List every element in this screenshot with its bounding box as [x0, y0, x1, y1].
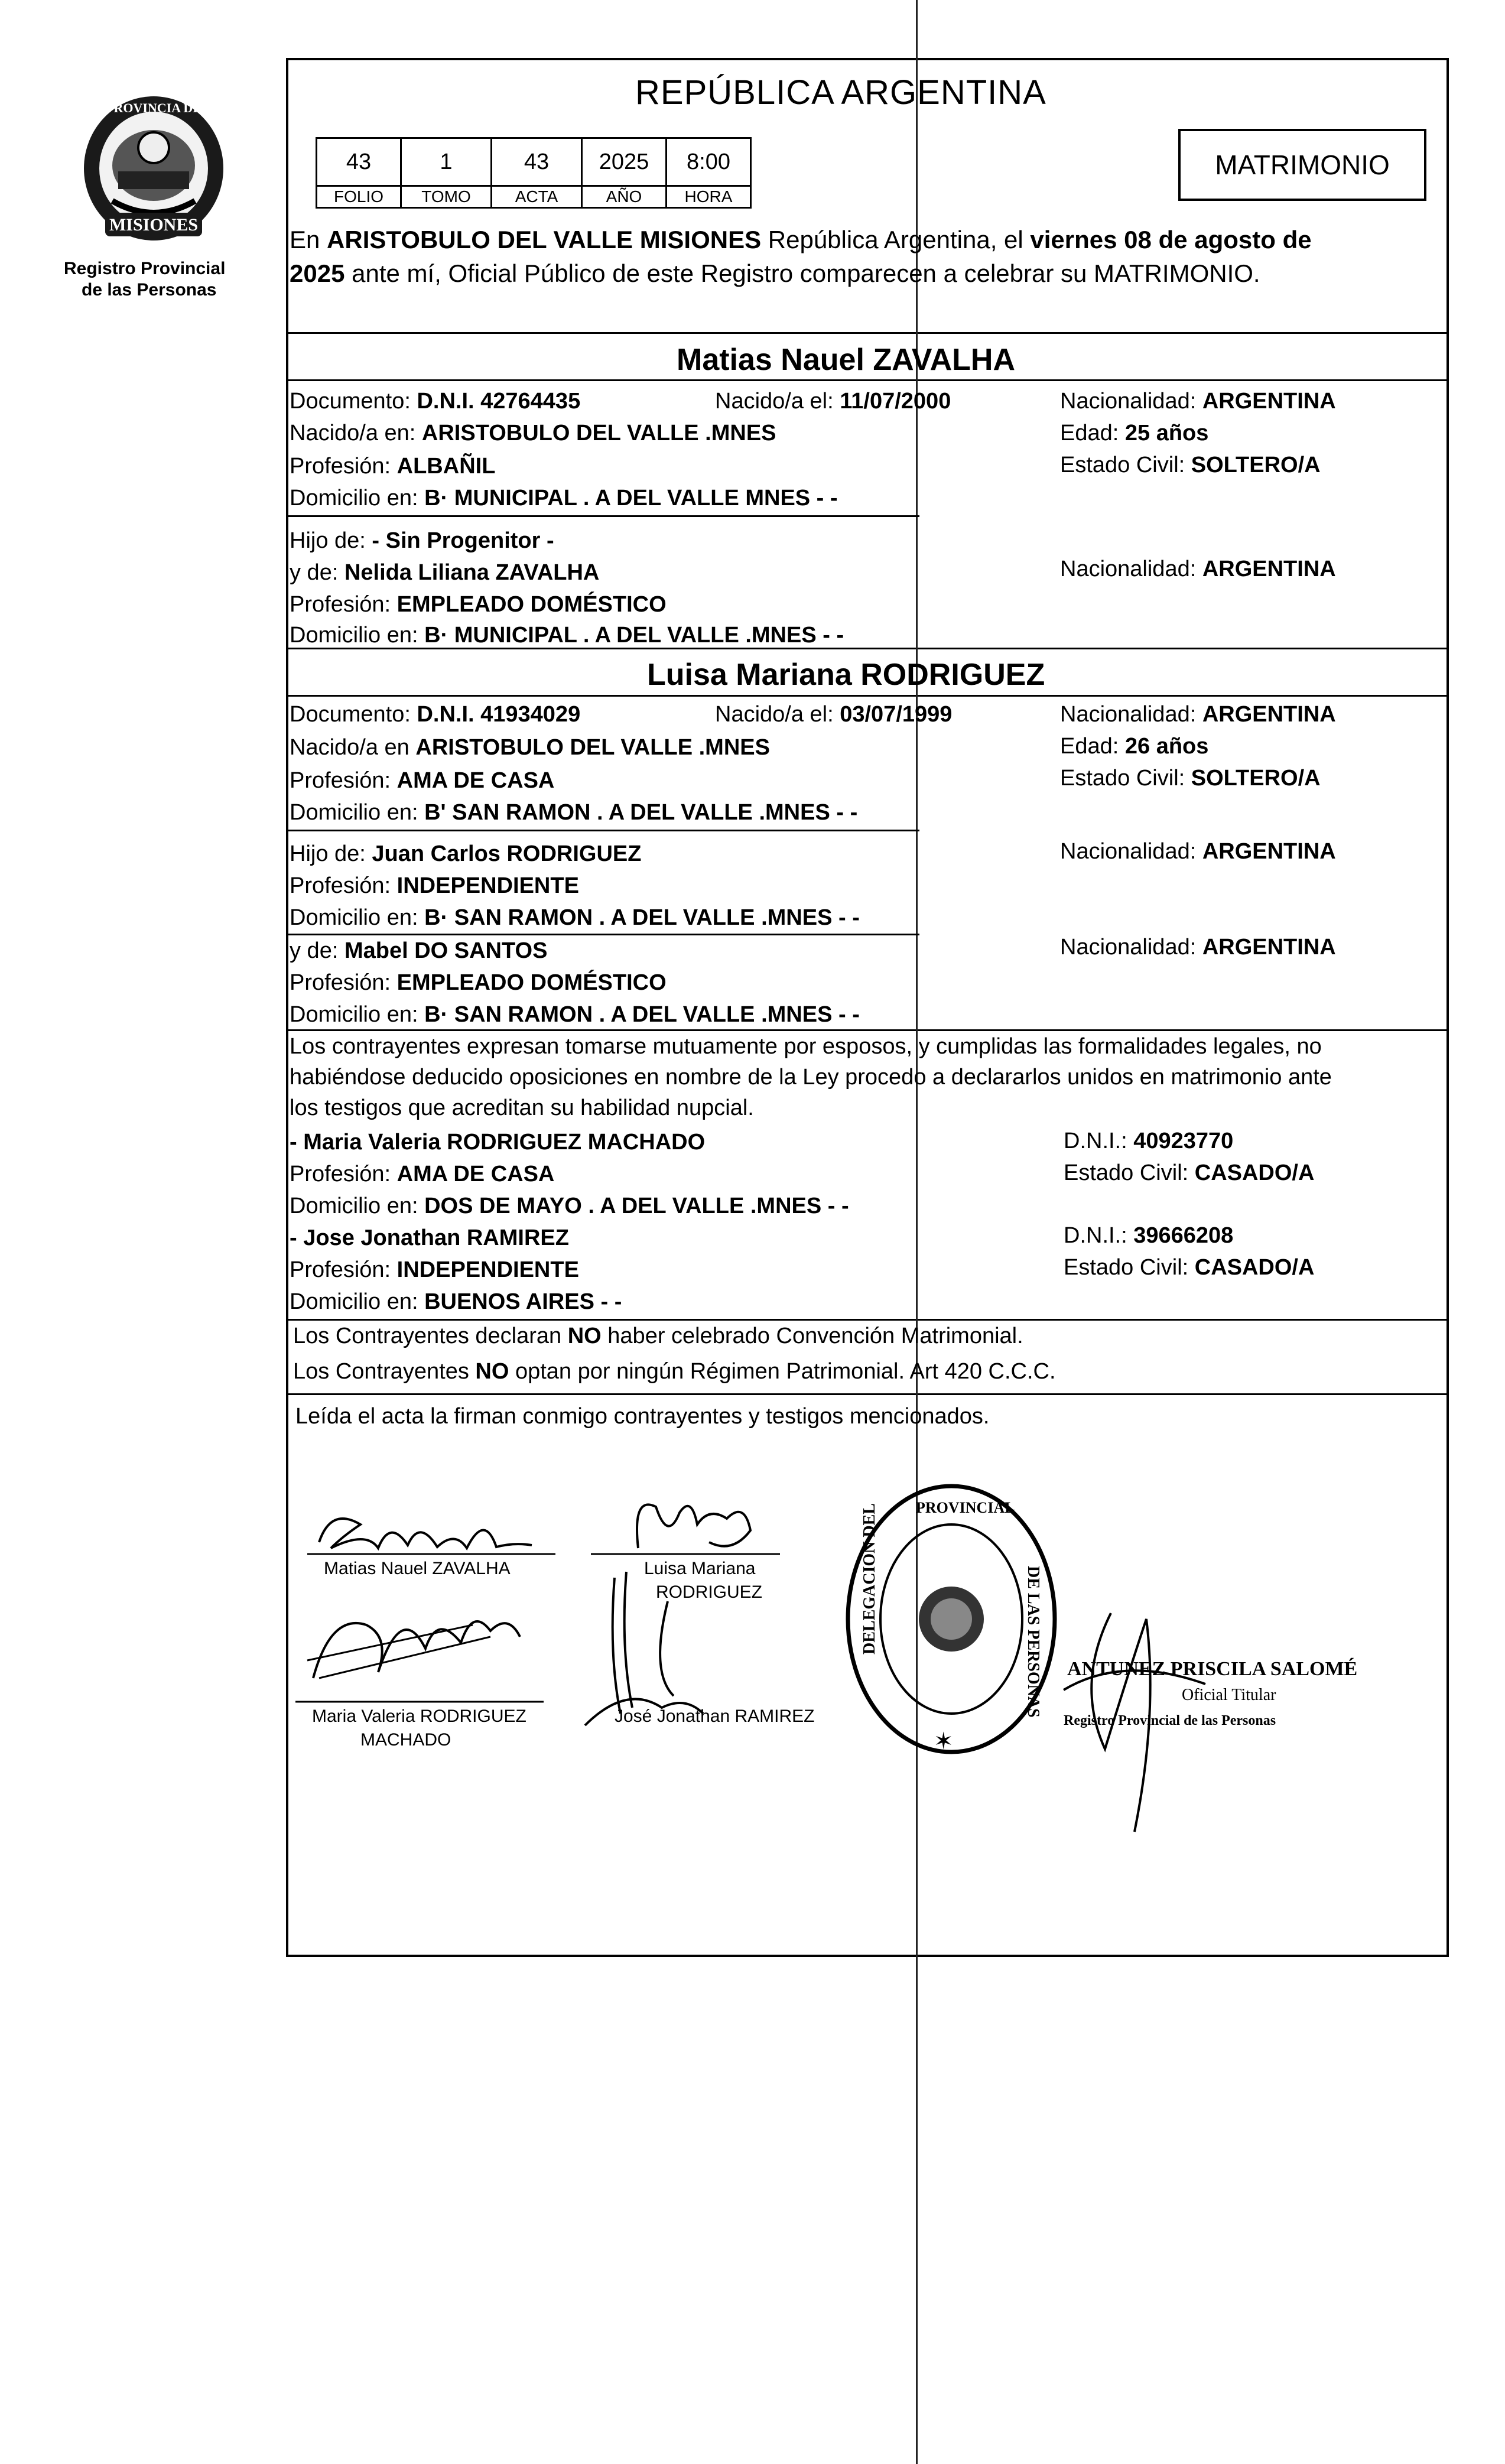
spouse2-civil-status: Estado Civil: SOLTERO/A [1060, 766, 1321, 791]
intro-line1: En ARISTOBULO DEL VALLE MISIONES República Argentina, el viernes 08 de agosto de [290, 226, 1312, 253]
spouse2-profession: Profesión: AMA DE CASA [290, 768, 555, 793]
spouse1-father: Hijo de: - Sin Progenitor - [290, 528, 554, 553]
spouse1-mother-nationality: Nacionalidad: ARGENTINA [1060, 557, 1336, 581]
official-org: Registro Provincial de las Personas [1064, 1713, 1276, 1728]
folio-label: FOLIO [316, 185, 402, 209]
anio-label: AÑO [581, 185, 667, 209]
divider-spouse2-name [286, 695, 1449, 697]
spouse1-civil-status: Estado Civil: SOLTERO/A [1060, 453, 1321, 477]
signature-label-witness1-a: Maria Valeria RODRIGUEZ [312, 1706, 526, 1726]
divider-spouse1-end [286, 648, 1449, 649]
anio-value: 2025 [581, 137, 667, 187]
signature-witness2 [579, 1566, 827, 1719]
spouse1-birthdate: Nacido/a el: 11/07/2000 [715, 389, 951, 414]
spouse2-mother-nationality: Nacionalidad: ARGENTINA [1060, 935, 1336, 960]
spouse1-age: Edad: 25 años [1060, 421, 1209, 446]
witness2-civil-status: Estado Civil: CASADO/A [1064, 1255, 1315, 1280]
witness1-civil-status: Estado Civil: CASADO/A [1064, 1161, 1315, 1185]
svg-text:PROVINCIA DE: PROVINCIA DE [106, 100, 201, 115]
misiones-emblem-icon [71, 89, 236, 248]
spouse2-address: Domicilio en: B' SAN RAMON . A DEL VALLE .MNES - - [290, 800, 858, 825]
official-title: Oficial Titular [1182, 1686, 1276, 1704]
spouse1-address: Domicilio en: B· MUNICIPAL . A DEL VALLE MNES - - [290, 486, 838, 511]
signature-label-witness2: José Jonathan RAMIREZ [615, 1706, 815, 1726]
signature-witness1 [295, 1589, 544, 1708]
spouse2-name: Luisa Mariana RODRIGUEZ [647, 658, 1045, 692]
divider-spouse1-name [286, 379, 1449, 381]
witness1-address: Domicilio en: DOS DE MAYO . A DEL VALLE .MNES - - [290, 1194, 849, 1218]
spouse2-father-address: Domicilio en: B· SAN RAMON . A DEL VALLE .MNES - - [290, 905, 860, 930]
spouse1-birthplace: Nacido/a en: ARISTOBULO DEL VALLE .MNES [290, 421, 776, 446]
svg-text:MISIONES: MISIONES [109, 215, 199, 235]
spouse1-profession: Profesión: ALBAÑIL [290, 454, 496, 479]
spouse2-document: Documento: D.N.I. 41934029 [290, 702, 581, 727]
spouse1-mother: y de: Nelida Liliana ZAVALHA [290, 560, 600, 585]
acta-label: ACTA [490, 185, 583, 209]
divider-header [286, 332, 1449, 334]
spouse1-address-rule [286, 515, 919, 517]
regime-line2: Los Contrayentes NO optan por ningún Régimen Patrimonial. Art 420 C.C.C. [293, 1359, 1056, 1384]
seal-icon [839, 1477, 1064, 1761]
spouse2-father-nationality: Nacionalidad: ARGENTINA [1060, 839, 1336, 864]
folio-value: 43 [316, 137, 402, 187]
registry-logo [71, 89, 236, 248]
spouse1-name: Matias Nauel ZAVALHA [677, 343, 1016, 377]
witness1-profession: Profesión: AMA DE CASA [290, 1162, 555, 1187]
witness1-dni: D.N.I.: 40923770 [1064, 1129, 1234, 1153]
closing-statement: Leída el acta la firman conmigo contrayentes y testigos mencionados. [295, 1404, 990, 1429]
divider-spouse2-end [286, 1029, 1449, 1031]
witness2-dni: D.N.I.: 39666208 [1064, 1223, 1234, 1248]
witness2-name: - Jose Jonathan RAMIREZ [290, 1226, 569, 1250]
spouse1-mother-address: Domicilio en: B· MUNICIPAL . A DEL VALLE .MNES - - [290, 623, 844, 648]
registry-name-line1: Registro Provincial [64, 259, 226, 278]
signature-spouse1 [307, 1495, 567, 1566]
country-title: REPÚBLICA ARGENTINA [635, 73, 1046, 112]
acta-value: 43 [490, 137, 583, 187]
record-type: MATRIMONIO [1215, 149, 1390, 180]
record-type-box [1178, 129, 1426, 201]
spouse2-mother: y de: Mabel DO SANTOS [290, 938, 548, 963]
spouse2-address-rule [286, 830, 919, 831]
witness1-name: - Maria Valeria RODRIGUEZ MACHADO [290, 1130, 706, 1155]
spouse2-mother-profession: Profesión: EMPLEADO DOMÉSTICO [290, 970, 667, 995]
signature-label-spouse2-b: RODRIGUEZ [656, 1582, 762, 1602]
spouse2-father: Hijo de: Juan Carlos RODRIGUEZ [290, 841, 642, 866]
declaration-line1: Los contrayentes expresan tomarse mutuamente por esposos, y cumplidas las formalidades legales, no [290, 1034, 1322, 1059]
spouse2-birthplace: Nacido/a en ARISTOBULO DEL VALLE .MNES [290, 735, 770, 760]
svg-text:DELEGACION DEL: DELEGACION DEL [860, 1503, 879, 1654]
signature-label-witness1-b: MACHADO [360, 1730, 451, 1750]
spouse2-mother-address: Domicilio en: B· SAN RAMON . A DEL VALLE .MNES - - [290, 1002, 860, 1027]
hora-value: 8:00 [665, 137, 752, 187]
spouse1-nationality: Nacionalidad: ARGENTINA [1060, 389, 1336, 414]
witness2-profession: Profesión: INDEPENDIENTE [290, 1257, 579, 1282]
spouse2-birthdate: Nacido/a el: 03/07/1999 [715, 702, 953, 727]
tomo-label: TOMO [400, 185, 492, 209]
witness2-address: Domicilio en: BUENOS AIRES - - [290, 1289, 622, 1314]
registry-name-line2: de las Personas [82, 280, 217, 300]
signature-spouse2 [591, 1489, 792, 1566]
intro-line2: 2025 ante mí, Oficial Público de este Registro comparecen a celebrar su MATRIMONIO. [290, 259, 1260, 287]
divider-regime-end [286, 1393, 1449, 1395]
intro-place: ARISTOBULO DEL VALLE MISIONES [327, 226, 762, 253]
tomo-value: 1 [400, 137, 492, 187]
svg-text:PROVINCIAL: PROVINCIAL [916, 1499, 1015, 1516]
spouse2-nationality: Nacionalidad: ARGENTINA [1060, 702, 1336, 727]
spouse1-mother-profession: Profesión: EMPLEADO DOMÉSTICO [290, 592, 667, 617]
signature-label-spouse2-a: Luisa Mariana [644, 1559, 756, 1578]
signature-label-spouse1: Matias Nauel ZAVALHA [324, 1559, 511, 1578]
spouse2-father-rule [286, 934, 919, 935]
spouse2-age: Edad: 26 años [1060, 734, 1209, 759]
registry-seal [839, 1477, 1064, 1761]
declaration-line3: los testigos que acreditan su habilidad nupcial. [290, 1096, 754, 1120]
spouse1-document: Documento: D.N.I. 42764435 [290, 389, 581, 414]
hora-label: HORA [665, 185, 752, 209]
official-name: ANTUNEZ PRISCILA SALOMÉ [1067, 1658, 1358, 1680]
svg-text:✶: ✶ [934, 1728, 954, 1754]
declaration-line2: habiéndose deducido oposiciones en nombre de la Ley procedo a declararlos unidos en matrimonio ante [290, 1065, 1332, 1090]
svg-text:DE LAS PERSONAS: DE LAS PERSONAS [1024, 1566, 1042, 1718]
regime-line1: Los Contrayentes declaran NO haber celebrado Convención Matrimonial. [293, 1324, 1023, 1348]
intro-date: viernes 08 de agosto de [1030, 226, 1312, 253]
divider-witness-end [286, 1319, 1449, 1321]
spouse2-father-profession: Profesión: INDEPENDIENTE [290, 873, 579, 898]
